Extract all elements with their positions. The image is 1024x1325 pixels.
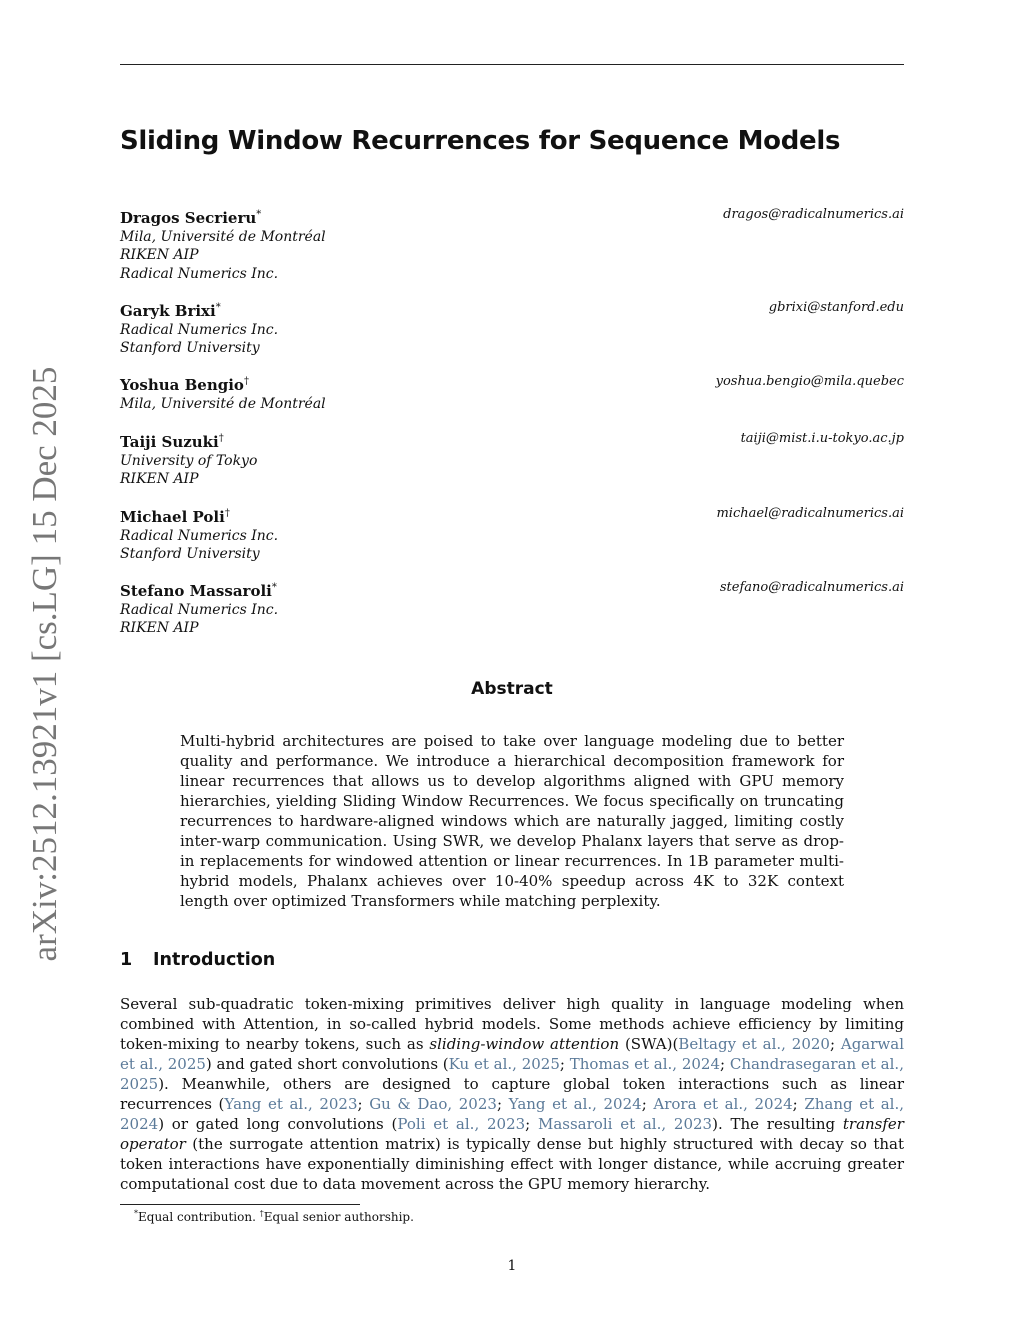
author-email[interactable]: gbrixi@stanford.edu	[768, 300, 904, 315]
author-email[interactable]: michael@radicalnumerics.ai	[716, 506, 904, 521]
citation-link[interactable]: Yang et al., 2023	[224, 1095, 358, 1113]
citation-link[interactable]: Chandrasegaran et al., 2025	[120, 1055, 904, 1093]
author-name: Stefano Massaroli*	[120, 582, 277, 600]
author-name: Taiji Suzuki†	[120, 433, 224, 451]
author-affiliation: Mila, Université de Montréal	[120, 228, 326, 245]
author-affiliation: Radical Numerics Inc.	[120, 527, 279, 544]
author-affiliation: Radical Numerics Inc.	[120, 265, 279, 282]
author-affiliation: Stanford University	[120, 546, 260, 562]
author-name: Dragos Secrieru*	[120, 209, 262, 227]
author-email[interactable]: dragos@radicalnumerics.ai	[723, 207, 904, 222]
section-heading	[120, 950, 275, 970]
arxiv-side-stamp: arXiv:2512.13921v1 [cs.LG] 15 Dec 2025	[25, 366, 64, 962]
page-number: 1	[507, 1258, 517, 1274]
author-email[interactable]: yoshua.bengio@mila.quebec	[715, 374, 904, 389]
paper-title: Sliding Window Recurrences for Sequence Models	[120, 126, 841, 156]
citation-link[interactable]: Beltagy et al., 2020	[678, 1035, 830, 1053]
citation-link[interactable]: Massaroli et al., 2023	[537, 1115, 713, 1133]
author-block	[120, 505, 904, 564]
author-name: Yoshua Bengio†	[120, 376, 249, 394]
author-block	[120, 206, 904, 283]
author-affiliation: RIKEN AIP	[120, 471, 199, 487]
author-email[interactable]: stefano@radicalnumerics.ai	[719, 580, 904, 595]
author-affiliation: Radical Numerics Inc.	[120, 321, 279, 338]
author-affiliation: University of Tokyo	[120, 452, 258, 469]
citation-link[interactable]: Ku et al., 2025	[448, 1055, 560, 1073]
author-name: Michael Poli†	[120, 508, 230, 526]
author-affiliation: RIKEN AIP	[120, 247, 199, 263]
author-affiliation: Mila, Université de Montréal	[120, 395, 326, 412]
author-affiliation: Stanford University	[120, 340, 260, 356]
citation-link[interactable]: Arora et al., 2024	[653, 1095, 793, 1113]
abstract-heading: Abstract	[471, 679, 553, 699]
section-number: 1	[120, 950, 133, 970]
author-block	[120, 373, 904, 413]
citation-link[interactable]: Poli et al., 2023	[397, 1115, 526, 1133]
author-affiliation: RIKEN AIP	[120, 620, 199, 636]
author-block	[120, 299, 904, 358]
citation-link[interactable]: Zhang et al., 2024	[120, 1095, 904, 1133]
citation-link[interactable]: Thomas et al., 2024	[569, 1055, 721, 1073]
author-block	[120, 430, 904, 489]
footnote: *Equal contribution. †Equal senior authorship.	[134, 1209, 414, 1224]
top-rule	[120, 64, 904, 65]
section-title: Introduction	[153, 950, 276, 970]
author-block	[120, 579, 904, 638]
citation-link[interactable]: Yang et al., 2024	[508, 1095, 642, 1113]
author-email[interactable]: taiji@mist.i.u-tokyo.ac.jp	[740, 431, 904, 446]
abstract-text: Multi-hybrid architectures are poised to take over language modeling due to better quality and performance. We introduce a hierarchical decomposition framework for linear recurrences that allows us to develop algorithms aligned with GPU memory hierarchies, yielding Sliding Window Recurrences. We focus specifically on truncating recurrences to hardware-aligned windows which are naturally jagged, limiting costly inter-warp communication. Using SWR, we develop Phalanx layers that serve as drop-in replacements for windowed attention or linear recurrences. In 1B parameter multi-hybrid models, Phalanx achieves over 10-40% speedup across 4K to 32K context length over optimized Transformers while matching perplexity.	[180, 732, 844, 910]
author-name: Garyk Brixi*	[120, 302, 221, 320]
footnote-rule	[120, 1204, 360, 1205]
intro-paragraph: Several sub-quadratic token-mixing primitives deliver high quality in language modeling when combined with Attention, in so-called hybrid models. Some methods achieve efficiency by limiting token-mixing to nearby tokens, such as sliding-window attention (SWA)(Beltagy et al., 2020; Agarwal et al., 2025) and gated short convolutions (Ku et al., 2025; Thomas et al., 2024; Chandrasegaran et al., 2025). Meanwhile, others are designed to capture global token interactions such as linear recurrences (Yang et al., 2023; Gu & Dao, 2023; Yang et al., 2024; Arora et al., 2024; Zhang et al., 2024) or gated long convolutions (Poli et al., 2023; Massaroli et al., 2023). The resulting transfer operator (the surrogate attention matrix) is typically dense but highly structured with decay so that token interactions have exponentially diminishing effect with longer distance, while accruing greater computational cost due to data movement across the GPU memory hierarchy.	[120, 995, 904, 1193]
author-affiliation: Radical Numerics Inc.	[120, 601, 279, 618]
citation-link[interactable]: Agarwal et al., 2025	[120, 1035, 904, 1073]
citation-link[interactable]: Gu & Dao, 2023	[369, 1095, 497, 1113]
